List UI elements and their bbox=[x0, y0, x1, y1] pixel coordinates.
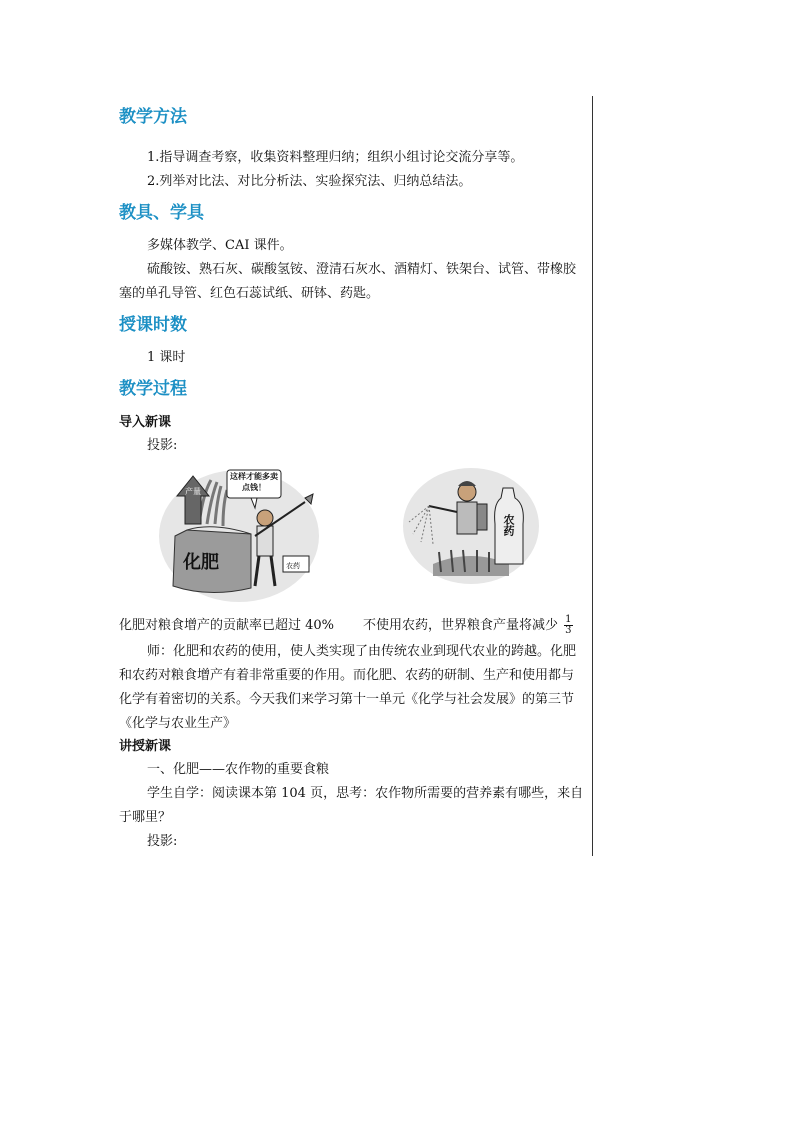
heading-class-hours: 授课时数 bbox=[119, 315, 187, 335]
heading-teaching-process: 教学过程 bbox=[119, 379, 187, 399]
page-content bbox=[119, 104, 585, 854]
heading-new-lesson: 讲授新课 bbox=[119, 739, 172, 754]
bag-label: 化肥 bbox=[183, 552, 219, 573]
method-item-1: 1.指导调查考察，收集资料整理归纳；组织小组讨论交流分享等。 bbox=[147, 150, 524, 165]
caption-pesticide-text: 不使用农药，世界粮食产量将减少 bbox=[363, 618, 559, 633]
fraction bbox=[564, 615, 572, 636]
subsection-fertilizer: 一、化肥——农作物的重要食粮 bbox=[147, 762, 330, 777]
tools-item-2: 硫酸铵、熟石灰、碳酸氢铵、澄清石灰水、酒精灯、铁架台、试管、带橡胶塞的单孔导管、红色石蕊试纸、研钵、药匙。 bbox=[119, 262, 577, 301]
class-hours-text: 1 课时 bbox=[147, 350, 186, 365]
speech-bubble: 这样才能多卖点钱！ bbox=[230, 472, 278, 492]
fertilizer-illustration bbox=[159, 464, 319, 602]
heading-teaching-method: 教学方法 bbox=[119, 107, 187, 127]
fraction-denominator: 3 bbox=[565, 625, 572, 636]
sign-label: 农药 bbox=[286, 562, 300, 570]
tools-item-1: 多媒体教学、CAI 课件。 bbox=[147, 238, 293, 253]
bottle-label: 农药 bbox=[502, 514, 515, 536]
projection-label-1: 投影: bbox=[147, 438, 178, 453]
heading-intro: 导入新课 bbox=[119, 415, 172, 430]
method-item-2: 2.列举对比法、对比分析法、实验探究法、归纳总结法。 bbox=[147, 174, 472, 189]
teacher-paragraph: 师：化肥和农药的使用，使人类实现了由传统农业到现代农业的跨越。化肥和农药对粮食增产有着非常重要的作用。而化肥、农药的研制、生产和使用都与化学有着密切的关系。今天我们来学习第十一单元《化学与社会发展》的第三节《化学与农业生产》 bbox=[119, 644, 577, 731]
illustrations bbox=[119, 464, 585, 602]
caption-pesticide bbox=[363, 614, 573, 638]
caption-fertilizer: 化肥对粮食增产的贡献率已超过 40% bbox=[119, 618, 335, 633]
projection-label-2: 投影: bbox=[147, 834, 178, 849]
self-study-paragraph: 学生自学：阅读课本第 104 页，思考：农作物所需要的营养素有哪些，来自于哪里？ bbox=[119, 786, 584, 825]
pesticide-illustration bbox=[403, 464, 539, 584]
heading-teaching-tools: 教具、学具 bbox=[119, 203, 204, 223]
caption-row bbox=[119, 610, 585, 640]
fraction-numerator: 1 bbox=[565, 614, 572, 625]
margin-rule bbox=[592, 96, 593, 856]
arrow-label: 产量 bbox=[185, 487, 201, 496]
